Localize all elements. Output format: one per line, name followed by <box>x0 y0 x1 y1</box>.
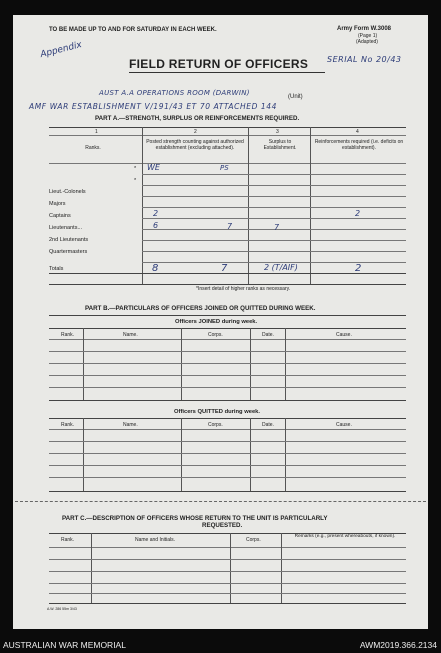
col-number-4: 4 <box>356 129 359 135</box>
part-a-vrule-2 <box>248 127 249 284</box>
quitted-vrule <box>250 418 251 491</box>
posted-we-note: WE <box>147 163 160 172</box>
captains-posted-value: 2 <box>153 209 159 218</box>
part-b-top-rule <box>49 315 406 316</box>
part-b-heading: PART B.—PARTICULARS OF OFFICERS JOINED OR QUITTED DURING WEEK. <box>85 305 316 312</box>
print-code: A.W. 286 55m 3/43 <box>47 607 77 611</box>
footer-institution: AUSTRALIAN WAR MEMORIAL <box>3 640 126 650</box>
quitted-vrule <box>285 418 286 491</box>
part-a-heading: PART A.—STRENGTH, SURPLUS OR REINFORCEMENTS REQUIRED. <box>95 115 300 122</box>
captains-reinforcements-value: 2 <box>355 209 361 218</box>
joined-col-name: Name. <box>123 332 138 338</box>
col-number-2: 2 <box>194 129 197 135</box>
lieutenants-posted-value: 6 <box>153 221 159 230</box>
appendix-note: Appendix <box>39 40 83 60</box>
part-a-footnote: *Insert detail of higher ranks as necessary. <box>196 286 291 292</box>
footer-accession-number: AWM2019.366.2134 <box>359 640 437 650</box>
col-posted-header: Posted strength counting against authorized establishment (excluding attached). <box>146 139 244 151</box>
joined-row-rule <box>49 375 406 376</box>
joined-col-rank: Rank. <box>61 332 75 338</box>
part-c-row-rule <box>49 593 406 594</box>
joined-col-cause: Cause. <box>336 332 352 338</box>
joined-row-rule <box>49 387 406 388</box>
col-ranks-header: Ranks. <box>85 145 101 151</box>
col-number-1: 1 <box>95 129 98 135</box>
part-a-row-rule <box>142 218 406 219</box>
col-number-3: 3 <box>276 129 279 135</box>
quitted-title: Officers QUITTED during week. <box>174 409 261 415</box>
part-a-row-rule <box>142 196 406 197</box>
part-c-row-rule <box>49 583 406 584</box>
rank-lieutenants: Lieutenants... <box>49 225 83 231</box>
part-c-heading-line2: REQUESTED. <box>202 522 243 529</box>
quitted-vrule <box>83 418 84 491</box>
part-a-top-rule <box>49 127 406 128</box>
form-id: Army Form W.3008 <box>337 26 392 32</box>
quitted-vrule <box>181 418 182 491</box>
archive-footer <box>0 637 441 653</box>
serial-number: SERIAL No 20/43 <box>327 55 402 64</box>
joined-col-date: Date. <box>262 332 274 338</box>
unit-name-line1: AUST A.A OPERATIONS ROOM (DARWIN) <box>99 89 250 97</box>
part-c-row-rule <box>49 559 406 560</box>
higher-rank-star-1: * <box>134 166 137 172</box>
top-note: TO BE MADE UP TO AND FOR SATURDAY IN EACH WEEK. <box>49 27 217 33</box>
total-reinforcements-value: 2 <box>355 263 362 274</box>
form-adapted: (Adapted) <box>356 39 378 45</box>
part-a-bottom-rule <box>49 284 406 285</box>
part-a-row-rule <box>142 207 406 208</box>
lieutenants-surplus-value: 7 <box>274 223 280 232</box>
quitted-bottom-rule <box>49 491 406 492</box>
part-a-colnum-rule <box>49 135 406 136</box>
form-page-number: (Page 1) <box>358 33 378 39</box>
part-a-vrule-1 <box>142 127 143 284</box>
quitted-row-rule <box>49 465 406 466</box>
lieutenants-ps-value: 7 <box>227 222 233 231</box>
joined-header-top-rule <box>49 328 406 329</box>
part-a-row-rule <box>142 185 406 186</box>
joined-title: Officers JOINED during week. <box>175 319 258 325</box>
part-c-col-rank: Rank. <box>61 537 75 543</box>
rank-majors: Majors <box>49 201 66 207</box>
quitted-row-rule <box>49 477 406 478</box>
total-ps-value: 7 <box>221 263 228 274</box>
joined-col-corps: Corps. <box>208 332 223 338</box>
part-a-row-rule <box>142 174 406 175</box>
part-a-row-rule <box>142 251 406 252</box>
part-c-header-bottom-rule <box>49 547 406 548</box>
joined-row-rule <box>49 351 406 352</box>
joined-vrule <box>181 328 182 400</box>
quitted-col-date: Date. <box>262 422 274 428</box>
joined-vrule <box>83 328 84 400</box>
joined-bottom-rule <box>49 400 406 401</box>
quitted-row-rule <box>49 441 406 442</box>
quitted-row-rule <box>49 453 406 454</box>
col-reinforcements-header: Reinforcements required (i.e. deficits on establishment). <box>314 139 404 151</box>
quitted-col-cause: Cause. <box>336 422 352 428</box>
part-c-col-remarks: Remarks (e.g., present whereabouts, if known). <box>294 534 396 539</box>
part-c-row-rule <box>49 571 406 572</box>
rank-2nd-lieutenants: 2nd Lieutenants <box>49 237 89 243</box>
quitted-col-name: Name. <box>123 422 138 428</box>
part-c-heading-line1: PART C.—DESCRIPTION OF OFFICERS WHOSE RETURN TO THE UNIT IS PARTICULARLY <box>62 515 328 522</box>
joined-row-rule <box>49 363 406 364</box>
quitted-header-top-rule <box>49 418 406 419</box>
quitted-header-bottom-rule <box>49 429 406 430</box>
higher-rank-star-2: * <box>134 178 137 184</box>
form-page <box>13 15 428 629</box>
part-a-vrule-3 <box>310 127 311 284</box>
part-c-bottom-rule <box>49 603 406 604</box>
part-c-col-corps: Corps. <box>246 537 261 543</box>
total-surplus-value: 2 (T/AIF) <box>264 263 298 272</box>
rank-quartermasters: Quartermasters <box>49 249 88 255</box>
joined-vrule <box>250 328 251 400</box>
totals-label: Totals <box>49 266 64 272</box>
part-a-totals-rule <box>49 273 406 274</box>
col-surplus-header: Surplus to Establishment. <box>263 139 297 151</box>
joined-header-bottom-rule <box>49 339 406 340</box>
unit-label: (Unit) <box>288 94 303 100</box>
title-underline <box>129 72 325 73</box>
form-title: FIELD RETURN OF OFFICERS <box>129 57 309 71</box>
unit-name-line2: AMF WAR ESTABLISHMENT V/191/43 ET 70 ATTACHED 144 <box>29 102 278 111</box>
part-c-col-name: Name and Initials. <box>135 537 176 543</box>
tear-line <box>15 501 426 502</box>
rank-lieut-colonels: Lieut.-Colonels <box>49 189 86 195</box>
part-a-row-rule <box>142 240 406 241</box>
total-posted-value: 8 <box>152 263 159 274</box>
quitted-col-corps: Corps. <box>208 422 223 428</box>
joined-vrule <box>285 328 286 400</box>
quitted-col-rank: Rank. <box>61 422 75 428</box>
rank-captains: Captains <box>49 213 71 219</box>
posted-ps-note: PS <box>220 164 229 172</box>
